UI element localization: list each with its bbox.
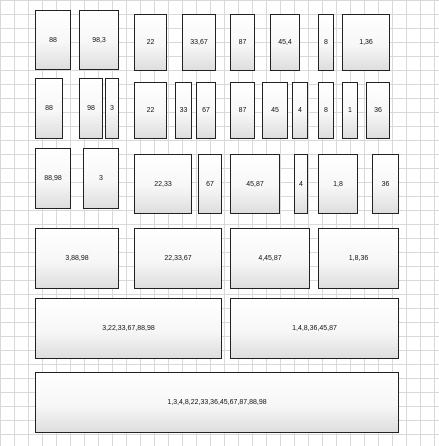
node-r4-1-8-36 [318,228,399,289]
node-r1-1-36 [342,14,390,71]
node-r1-88 [35,10,71,70]
node-r1-87 [230,14,255,71]
node-r4-4-45-87 [230,228,310,289]
node-label: 8 [324,39,328,46]
node-label: 4 [298,107,302,114]
node-label: 22,33,67 [164,255,192,262]
node-r3-88-98 [35,148,71,209]
node-r1-98-3 [79,10,119,70]
node-label: 45,87 [246,180,264,188]
node-r2-3 [105,78,119,139]
node-r2-1 [342,82,358,139]
node-r2-22 [134,82,167,139]
node-r2-33 [175,82,192,139]
node-label: 67 [206,180,214,188]
node-label: 45 [271,107,279,114]
node-r1-22 [134,14,167,71]
node-label: 87 [238,107,247,114]
node-r1-33-67 [182,14,216,71]
node-label: 3,88,98 [65,255,89,262]
node-label: 1,8,36 [348,255,369,262]
node-r3-45-87 [230,154,280,214]
node-r2-88 [35,78,63,139]
node-r2-67 [196,82,216,139]
node-label: 88 [49,36,57,44]
node-label: 36 [381,180,390,188]
node-r1-45-4 [270,14,300,71]
node-label: 22 [146,107,155,114]
node-label: 1,8 [333,180,343,188]
node-label: 98 [87,105,95,112]
node-r3-3 [83,148,119,209]
node-label: 3,22,33,67,88,98 [102,325,155,332]
node-label: 36 [374,107,382,114]
node-r2-8 [318,82,334,139]
node-label: 22,33 [154,180,172,188]
node-r6-all [35,372,399,433]
node-label: 45,4 [278,39,292,46]
node-r3-67 [198,154,222,214]
node-label: 87 [238,39,247,46]
node-r4-22-33-67 [134,228,222,289]
node-r1-8 [318,14,334,71]
node-label: 67 [202,107,210,114]
node-r2-87 [230,82,255,139]
node-label: 4,45,87 [258,255,282,262]
node-label: 1,4,8,36,45,87 [292,325,337,332]
node-label: 1 [348,107,352,114]
node-r3-4 [294,154,308,214]
node-r5-right [230,298,399,359]
node-label: 8 [324,107,328,114]
node-label: 22 [146,39,155,46]
node-r2-45 [262,82,288,139]
node-r3-36 [372,154,399,214]
node-r4-3-88-98 [35,228,119,289]
node-label: 88 [45,105,53,112]
node-label: 1,3,4,8,22,33,36,45,67,87,88,98 [167,399,267,406]
node-label: 33 [179,107,188,114]
node-label: 88,98 [44,175,62,182]
node-r2-4 [292,82,308,139]
node-r3-22-33 [134,154,192,214]
node-label: 1,36 [359,39,373,46]
node-r2-36 [366,82,390,139]
node-label: 3 [110,105,114,112]
node-label: 4 [299,180,303,188]
node-label: 33,67 [190,39,208,46]
node-r2-98 [79,78,103,139]
node-r5-left [35,298,222,359]
node-label: 98,3 [92,36,106,44]
node-label: 3 [99,175,103,182]
node-r3-1-8 [318,154,358,214]
